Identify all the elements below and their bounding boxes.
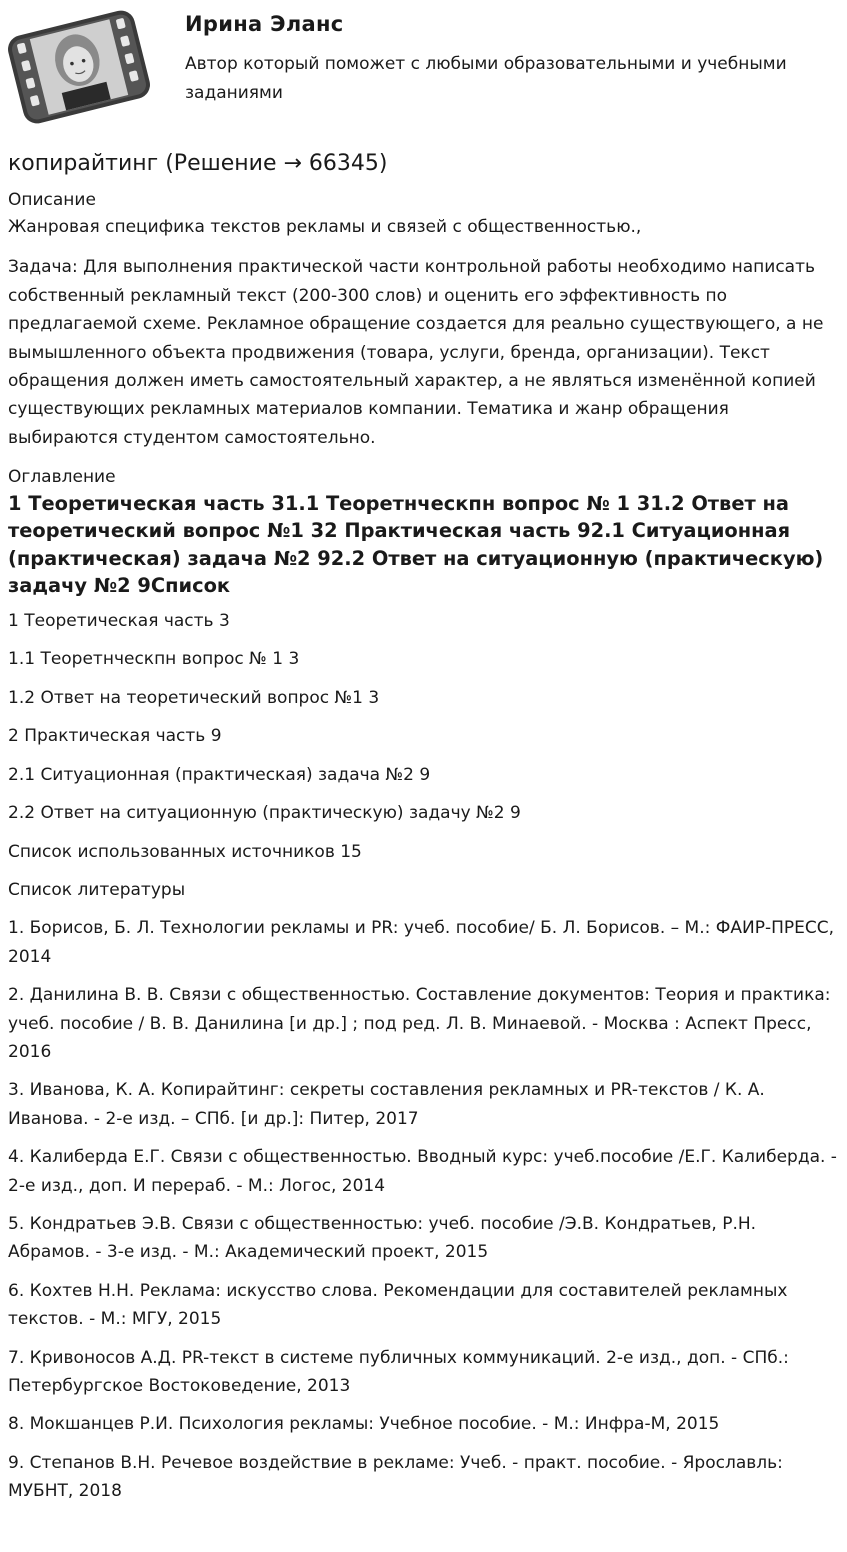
description-label: Описание [8, 190, 96, 210]
author-avatar [8, 8, 150, 126]
toc-item: Список использованных источников 15 [8, 841, 362, 862]
toc-item: 2.1 Ситуационная (практическая) задача №2 9 [8, 764, 431, 785]
toc-label: Оглавление [8, 467, 116, 488]
literature-title: Список литературы [8, 879, 186, 900]
literature-item: 4. Калиберда Е.Г. Связи с общественностью. Вводный курс: учеб.пособие /Е.Г. Калиберда. - 2-е изд., доп. И перераб. - М.: Логос, 2014 [8, 1147, 837, 1196]
literature-item: 5. Кондратьев Э.В. Связи с общественностью: учеб. пособие /Э.В. Кондратьев, Р.Н. Абрамов. - 3-е изд. - М.: Академический проект, 2015 [8, 1213, 757, 1263]
author-header [0, 0, 847, 135]
literature-item: 8. Мокшанцев Р.И. Психология рекламы: Учебное пособие. - М.: Инфра-М, 2015 [8, 1414, 720, 1435]
literature-list [8, 914, 838, 1505]
toc-item: 1.1 Теоретнческпн вопрос № 1 3 [8, 649, 300, 670]
task-text: Задача: Для выполнения практической части контрольной работы необходимо написать собственный рекламный текст (200-300 слов) и оценить его эффективность по предлагаемой схеме. Рекламное обращение создается для реально существующего, а не вымышленного объекта продвижения (товара, услуги, бренда, организации). Текст обращения должен иметь самостоятельный характер, а не являться изменённой копией существующих рекламных материалов компании. Тематика и жанр обращения выбираются студентом самостоятельно. [8, 257, 824, 448]
document-title: копирайтинг (Решение → 66345) [8, 151, 388, 176]
literature-item: 1. Борисов, Б. Л. Технологии рекламы и PR: учеб. пособие/ Б. Л. Борисов. – М.: ФАИР-ПРЕСС, 2014 [8, 918, 835, 967]
literature-item: 2. Данилина В. В. Связи с общественностью. Составление документов: Теория и практика: учеб. пособие / В. В. Данилина [и др.] ; под ред. Л. В. Минаевой. - Москва : Аспект Пресс, 2016 [8, 985, 831, 1062]
description-text: Жанровая специфика текстов рекламы и связей с общественностью., [8, 217, 642, 237]
literature-item: 7. Кривоносов А.Д. PR-текст в системе публичных коммуникаций. 2-е изд., доп. - СПб.: Петербургское Востоковедение, 2013 [8, 1347, 789, 1396]
literature-item: 3. Иванова, К. А. Копирайтинг: секреты составления рекламных и PR-текстов / К. А. Иванова. - 2-е изд. – СПб. [и др.]: Питер, 2017 [8, 1080, 765, 1129]
toc-list [8, 607, 838, 866]
toc-item: 2 Практическая часть 9 [8, 726, 222, 747]
toc-item: 2.2 Ответ на ситуационную (практическую) задачу №2 9 [8, 803, 521, 824]
author-name: Ирина Эланс [185, 12, 344, 36]
document-content [8, 147, 838, 1516]
literature-item: 9. Степанов В.Н. Речевое воздействие в рекламе: Учеб. - практ. пособие. - Ярославль: МУБНТ, 2018 [8, 1452, 783, 1502]
literature-item: 6. Кохтев Н.Н. Реклама: искусство слова. Рекомендации для составителей рекламных текстов. - М.: МГУ, 2015 [8, 1280, 788, 1330]
toc-summary: 1 Теоретическая часть 31.1 Теоретнческпн вопрос № 1 31.2 Ответ на теоретический вопрос №1 32 Практическая часть 92.1 Ситуационная (практическая) задача №2 92.2 Ответ на ситуационную (практическую) задачу №2 9Список [8, 492, 824, 597]
toc-item: 1 Теоретическая часть 3 [8, 611, 230, 632]
toc-item: 1.2 Ответ на теоретический вопрос №1 3 [8, 687, 380, 708]
author-tagline: Автор который поможет с любыми образовательными и учебными заданиями [185, 54, 787, 103]
